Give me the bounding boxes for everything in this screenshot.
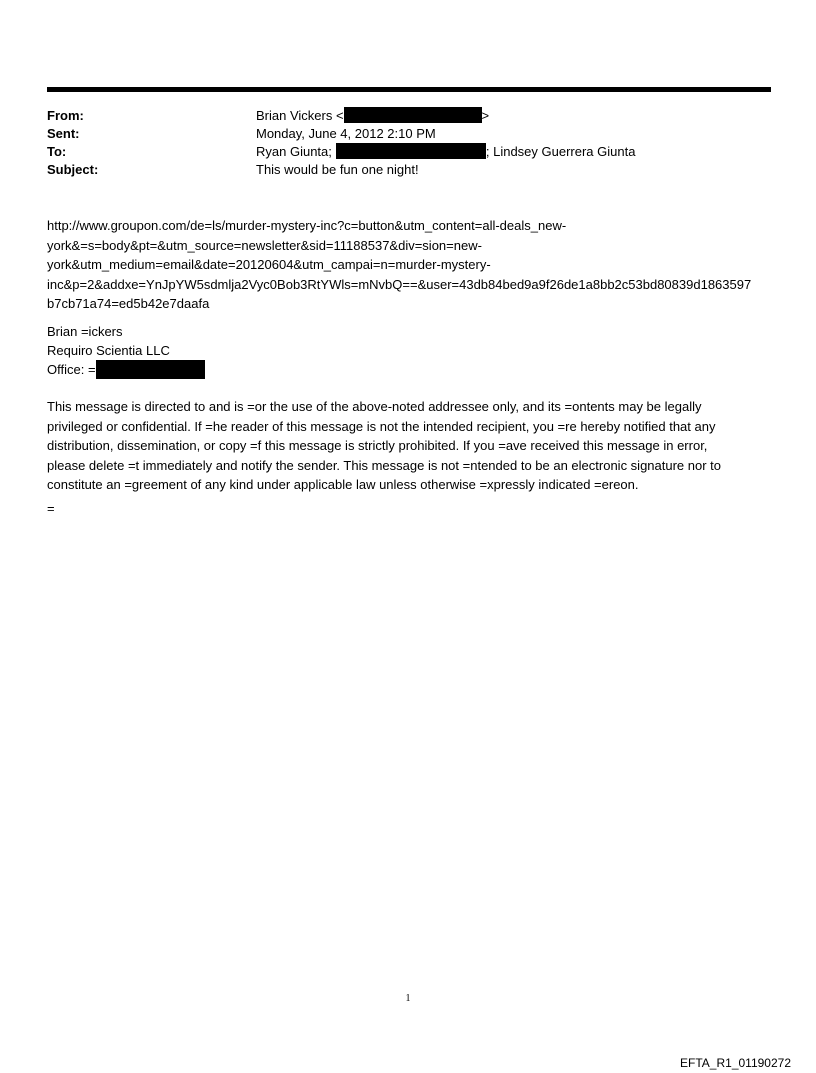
groupon-link[interactable]	[47, 216, 777, 314]
subject-label: Subject:	[47, 162, 99, 177]
redaction-box	[336, 143, 486, 159]
url-line: b7cb71a74=ed5b42e7daafa	[47, 296, 210, 311]
disclaimer-line: please delete =t immediately and notify the sender. This message is not =ntended to be an electronic signature nor to	[47, 457, 722, 473]
from-row	[47, 107, 771, 125]
to-rest: ; Lindsey Guerrera Giunta	[485, 144, 636, 159]
url-line: york&=s=body&pt=&utm_source=newsletter&sid=11188537&div=sion=new-	[47, 237, 482, 253]
disclaimer	[47, 397, 777, 495]
from-label: From:	[47, 108, 84, 123]
disclaimer-line: constitute an =greement of any kind under applicable law unless otherwise =xpressly indicated =ereon.	[47, 477, 639, 492]
url-line: inc&p=2&addxe=YnJpYW5sdmlja2Vyc0Bob3RtYWls=mNvbQ==&user=43db84bed9a9f26de1a8bb2c53bd80839d1863597	[47, 276, 752, 292]
page-number: 1	[405, 993, 411, 1004]
office-label: Office: =	[47, 362, 96, 377]
subject-row	[47, 161, 771, 179]
to-row	[47, 143, 771, 161]
from-suffix: >	[481, 108, 490, 123]
signature-company	[47, 341, 447, 360]
trailing-equals: =	[47, 501, 55, 516]
redaction-box	[96, 360, 205, 379]
to-label: To:	[47, 144, 67, 159]
company-text: Requiro Scientia LLC	[47, 343, 170, 358]
to-first: Ryan Giunta;	[256, 144, 332, 159]
disclaimer-line: privileged or confidential. If =he reader of this message is not the intended recipient, you =re hereby notified that any	[47, 418, 716, 434]
from-name: Brian Vickers <	[256, 108, 344, 123]
signature-block	[47, 322, 447, 379]
url-line: http://www.groupon.com/de=ls/murder-mystery-inc?c=button&utm_content=all-deals_new-	[47, 218, 567, 233]
sent-value: Monday, June 4, 2012 2:10 PM	[256, 126, 436, 141]
email-header	[47, 107, 771, 179]
signature-name: Brian =ickers	[47, 324, 123, 339]
subject-value: This would be fun one night!	[256, 162, 419, 177]
to-value	[256, 143, 771, 161]
redaction-box	[344, 107, 482, 123]
document-id: EFTA_R1_01190272	[680, 1056, 791, 1070]
url-line: york&utm_medium=email&date=20120604&utm_campai=n=murder-mystery-	[47, 257, 491, 272]
from-value	[256, 107, 771, 125]
disclaimer-line: distribution, dissemination, or copy =f this message is strictly prohibited. If you =ave received this message in error,	[47, 438, 708, 453]
sent-label: Sent:	[47, 126, 80, 141]
signature-office	[47, 360, 447, 379]
header-rule	[47, 87, 771, 92]
sent-row	[47, 125, 771, 143]
disclaimer-line: This message is directed to and is =or the use of the above-noted addressee only, and its =ontents may be legally	[47, 399, 702, 414]
